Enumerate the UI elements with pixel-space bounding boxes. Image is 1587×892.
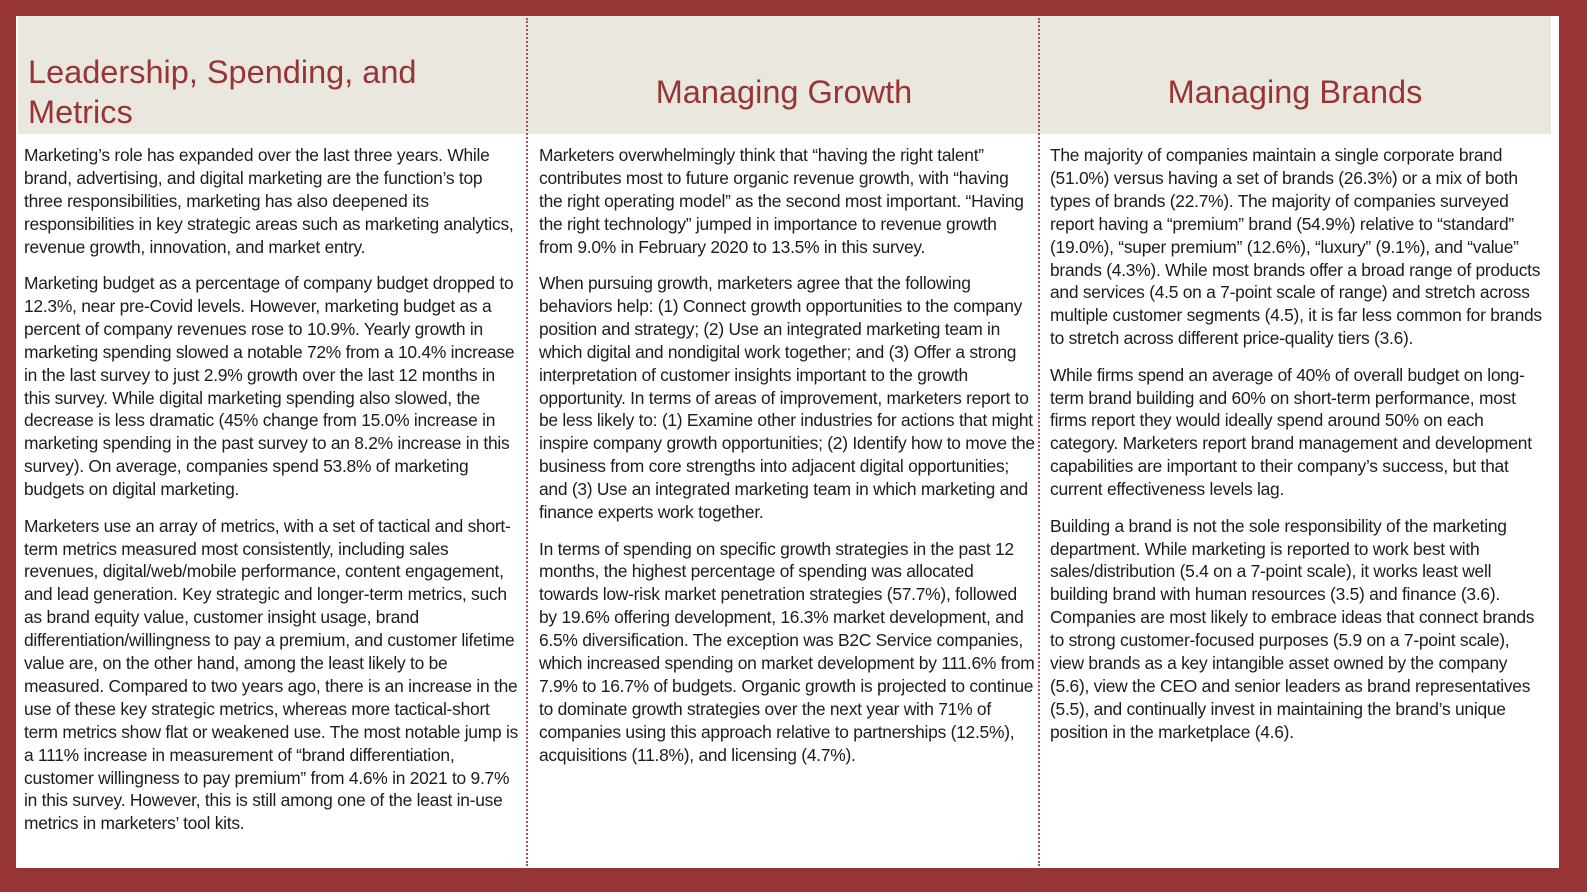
paragraph: Marketers use an array of metrics, with a set of tactical and short-term metrics measured most consistently, including sales revenues, digital/web/mobile performance, content engagement, and lead generation. Key strategic and longer-term metrics, such as brand equity value, customer insight usage, brand differentiation/willingness to pay a premium, and customer lifetime value are, on the other hand, among the least likely to be measured. Compared to two years ago, there is an increase in the use of these key strategic metrics, whereas more tactical-short term metrics show flat or weakened use. The most notable jump is a 111% increase in measurement of “brand differentiation, customer willingness to pay premium” from 4.6% in 2021 to 9.7% in this survey. However, this is still among one of the least in-use metrics in marketers’ tool kits. bbox=[24, 515, 519, 834]
paragraph: In terms of spending on specific growth strategies in the past 12 months, the highest percentage of spending was allocated towards low-risk market penetration strategies (57.7%), followed by 19.6% offering development, 16.3% market development, and 6.5% diversification. The exception was B2C Service companies, which increased spending on market development by 111.6% from 7.9% to 16.7% of budgets. Organic growth is projected to continue to dominate growth strategies over the next year with 71% of companies using this approach relative to partnerships (12.5%), acquisitions (11.8%), and licensing (4.7%). bbox=[539, 538, 1035, 765]
paragraph: Building a brand is not the sole responsibility of the marketing department. While marketing is reported to work best with sales/distribution (5.4 on a 7-point scale), it works least well building brand with human resources (3.5) and finance (3.6). Companies are most likely to embrace ideas that connect brands to strong customer-focused purposes (5.9 on a 7-point scale), view brands as a key intangible asset owned by the company (5.6), view the CEO and senior leaders as brand representatives (5.5), and continually invest in maintaining the brand’s unique position in the marketplace (4.6). bbox=[1050, 515, 1535, 742]
column-body-brands bbox=[1050, 144, 1546, 757]
column-managing-brands bbox=[1040, 16, 1550, 868]
paragraph: Marketing’s role has expanded over the last three years. While brand, advertising, and digital marketing are the function’s top three responsibilities, marketing has also deepened its responsibilities in key strategic areas such as marketing analytics, revenue growth, innovation, and market entry. bbox=[24, 145, 514, 257]
column-title-growth: Managing Growth bbox=[655, 74, 913, 110]
column-divider bbox=[526, 18, 528, 866]
column-managing-growth bbox=[529, 16, 1039, 868]
column-title-leadership: Leadership, Spending, and Metrics bbox=[28, 54, 417, 130]
report-panel bbox=[16, 16, 1559, 868]
column-title-brands: Managing Brands bbox=[1167, 74, 1423, 110]
column-leadership-spending-metrics bbox=[16, 16, 528, 868]
paragraph: When pursuing growth, marketers agree that the following behaviors help: (1) Connect growth opportunities to the company position and strategy; (2) Use an integrated marketing team in which digital and nondigital work together; and (3) Offer a strong interpretation of customer insights important to the growth opportunity. In terms of areas of improvement, marketers report to be less likely to: (1) Examine other industries for actions that might inspire company growth opportunities; (2) Identify how to move the business from core strengths into adjacent digital opportunities; and (3) Use an integrated marketing team in which marketing and finance experts work together. bbox=[539, 273, 1035, 523]
column-body-leadership bbox=[24, 144, 524, 849]
column-body-growth bbox=[539, 144, 1035, 780]
paragraph: Marketing budget as a percentage of company budget dropped to 12.3%, near pre-Covid levels. However, marketing budget as a percent of company revenues rose to 10.9%. Yearly growth in marketing spending slowed a notable 72% from a 10.4% increase in the last survey to just 2.9% growth over the last 12 months in this survey. While digital marketing spending also slowed, the decrease is less dramatic (45% change from 15.0% increase in marketing spending in the past survey to an 8.2% increase in this survey). On average, companies spend 53.8% of marketing budgets on digital marketing. bbox=[24, 273, 515, 500]
paragraph: While firms spend an average of 40% of overall budget on long-term brand building and 60% on short-term performance, most firms report they would ideally spend around 50% on each category. Marketers report brand management and development capabilities are important to their company’s success, but that current effectiveness levels lag. bbox=[1050, 364, 1532, 500]
paragraph: The majority of companies maintain a single corporate brand (51.0%) versus having a set of brands (26.3%) or a mix of both types of brands (22.7%). The majority of companies surveyed report having a “premium” brand (54.9%) relative to “standard” (19.0%), “super premium” (12.6%), “luxury” (9.1%), and “value” brands (4.3%). While most brands offer a broad range of products and services (4.5 on a 7-point scale of range) and stretch across multiple customer segments (4.5), it is far less common for brands to stretch across different price-quality tiers (3.6). bbox=[1050, 145, 1542, 349]
paragraph: Marketers overwhelmingly think that “having the right talent” contributes most to future organic revenue growth, with “having the right operating model” as the second most important. “Having the right technology” jumped in importance to revenue growth from 9.0% in February 2020 to 13.5% in this survey. bbox=[539, 145, 1024, 257]
